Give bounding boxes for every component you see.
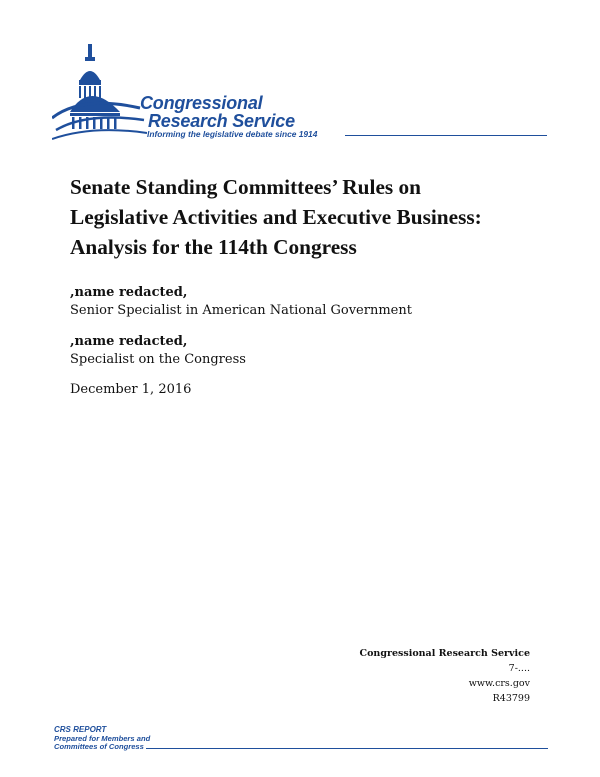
tagline-divider: [345, 135, 547, 136]
author-name: ,name redacted,: [70, 334, 188, 349]
author-role: Senior Specialist in American National Government: [70, 303, 412, 318]
title-line-3: Analysis for the 114th Congress: [70, 235, 357, 259]
logo-name-line2: Research Service: [148, 111, 295, 131]
logo-wordmark: [140, 94, 295, 130]
logo-tagline: Informing the legislative debate since 1914: [147, 129, 318, 139]
title-line-2: Legislative Activities and Executive Business:: [70, 205, 482, 229]
author-block-1: [70, 284, 412, 320]
crs-org-name: Congressional Research Service: [359, 648, 530, 659]
crs-website: www.crs.gov: [468, 678, 530, 689]
capitol-dome-icon: [52, 40, 152, 140]
footer-line-3: Committees of Congress: [54, 742, 144, 752]
report-number: R43799: [492, 693, 530, 704]
footer-divider: [146, 748, 548, 749]
author-name: ,name redacted,: [70, 285, 188, 300]
author-block-2: [70, 333, 246, 369]
report-date: December 1, 2016: [70, 382, 192, 397]
crs-logo: [52, 40, 552, 145]
title-line-1: Senate Standing Committees’ Rules on: [70, 175, 422, 199]
footer-line-2: Prepared for Members and: [54, 733, 151, 743]
crs-contact-block: [360, 646, 530, 706]
logo-tagline-row: [147, 129, 547, 141]
report-title: [70, 172, 550, 262]
footer-label: CRS REPORT: [54, 725, 107, 734]
logo-name-line1: Congressional: [140, 93, 263, 113]
crs-phone: 7-....: [508, 663, 530, 674]
crs-report-footer: [54, 726, 548, 756]
author-role: Specialist on the Congress: [70, 352, 246, 367]
